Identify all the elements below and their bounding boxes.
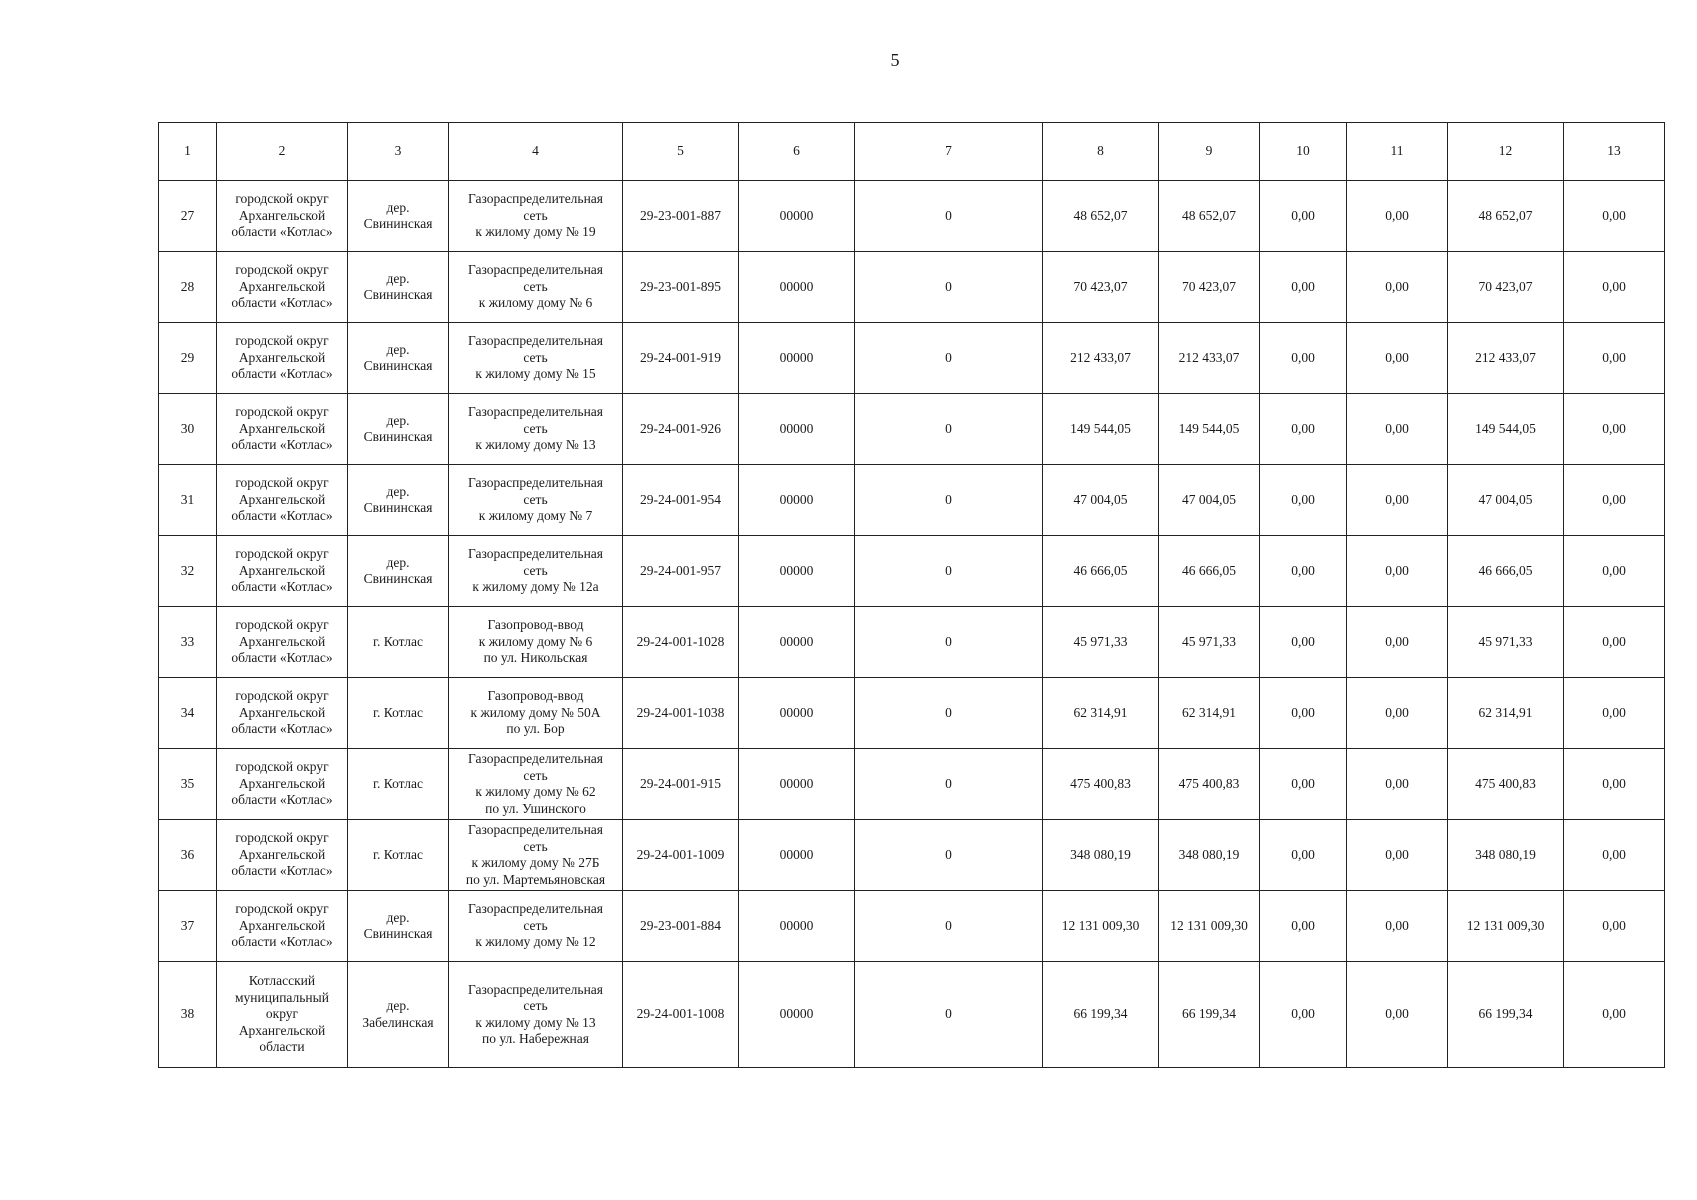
amount-cell: 348 080,19 bbox=[1159, 820, 1260, 891]
amount-cell: 0,00 bbox=[1260, 181, 1347, 252]
municipality-cell: городской округ Архангельской области «Котлас» bbox=[217, 607, 348, 678]
registry-number-cell: 29-23-001-887 bbox=[623, 181, 739, 252]
municipality-cell: городской округ Архангельской области «Котлас» bbox=[217, 749, 348, 820]
settlement-cell: дер. Свининская bbox=[348, 323, 449, 394]
value-cell: 0 bbox=[855, 323, 1043, 394]
amount-cell: 0,00 bbox=[1260, 891, 1347, 962]
object-name-cell: Газораспределительная сеть к жилому дому № 13 по ул. Набережная bbox=[449, 962, 623, 1068]
code-cell: 00000 bbox=[739, 962, 855, 1068]
column-header: 6 bbox=[739, 123, 855, 181]
amount-cell: 0,00 bbox=[1347, 749, 1448, 820]
amount-cell: 62 314,91 bbox=[1448, 678, 1564, 749]
object-name-cell: Газораспределительная сеть к жилому дому № 19 bbox=[449, 181, 623, 252]
amount-cell: 0,00 bbox=[1564, 181, 1665, 252]
municipality-cell: городской округ Архангельской области «Котлас» bbox=[217, 323, 348, 394]
column-header: 4 bbox=[449, 123, 623, 181]
table-row bbox=[159, 536, 1665, 607]
column-header: 1 bbox=[159, 123, 217, 181]
amount-cell: 48 652,07 bbox=[1043, 181, 1159, 252]
amount-cell: 45 971,33 bbox=[1159, 607, 1260, 678]
amount-cell: 475 400,83 bbox=[1448, 749, 1564, 820]
code-cell: 00000 bbox=[739, 891, 855, 962]
object-name-cell: Газораспределительная сеть к жилому дому № 13 bbox=[449, 394, 623, 465]
table-body bbox=[159, 181, 1665, 1068]
amount-cell: 48 652,07 bbox=[1448, 181, 1564, 252]
amount-cell: 0,00 bbox=[1347, 678, 1448, 749]
amount-cell: 475 400,83 bbox=[1159, 749, 1260, 820]
value-cell: 0 bbox=[855, 536, 1043, 607]
amount-cell: 149 544,05 bbox=[1159, 394, 1260, 465]
amount-cell: 0,00 bbox=[1347, 394, 1448, 465]
amount-cell: 212 433,07 bbox=[1159, 323, 1260, 394]
value-cell: 0 bbox=[855, 820, 1043, 891]
code-cell: 00000 bbox=[739, 323, 855, 394]
table-row bbox=[159, 678, 1665, 749]
value-cell: 0 bbox=[855, 678, 1043, 749]
settlement-cell: г. Котлас bbox=[348, 607, 449, 678]
settlement-cell: дер. Свининская bbox=[348, 394, 449, 465]
amount-cell: 12 131 009,30 bbox=[1448, 891, 1564, 962]
row-number-cell: 30 bbox=[159, 394, 217, 465]
code-cell: 00000 bbox=[739, 181, 855, 252]
table-row bbox=[159, 465, 1665, 536]
amount-cell: 0,00 bbox=[1260, 323, 1347, 394]
registry-number-cell: 29-24-001-954 bbox=[623, 465, 739, 536]
row-number-cell: 36 bbox=[159, 820, 217, 891]
settlement-cell: дер. Свининская bbox=[348, 252, 449, 323]
municipality-cell: городской округ Архангельской области «Котлас» bbox=[217, 465, 348, 536]
value-cell: 0 bbox=[855, 394, 1043, 465]
settlement-cell: г. Котлас bbox=[348, 678, 449, 749]
settlement-cell: дер. Свининская bbox=[348, 181, 449, 252]
amount-cell: 0,00 bbox=[1347, 323, 1448, 394]
amount-cell: 45 971,33 bbox=[1043, 607, 1159, 678]
settlement-cell: дер. Свининская bbox=[348, 891, 449, 962]
code-cell: 00000 bbox=[739, 394, 855, 465]
registry-number-cell: 29-24-001-1008 bbox=[623, 962, 739, 1068]
registry-table bbox=[158, 122, 1665, 1068]
registry-number-cell: 29-24-001-919 bbox=[623, 323, 739, 394]
column-header: 8 bbox=[1043, 123, 1159, 181]
amount-cell: 475 400,83 bbox=[1043, 749, 1159, 820]
table-row bbox=[159, 607, 1665, 678]
registry-number-cell: 29-24-001-915 bbox=[623, 749, 739, 820]
amount-cell: 0,00 bbox=[1260, 465, 1347, 536]
value-cell: 0 bbox=[855, 749, 1043, 820]
table-row bbox=[159, 962, 1665, 1068]
amount-cell: 0,00 bbox=[1347, 181, 1448, 252]
amount-cell: 66 199,34 bbox=[1448, 962, 1564, 1068]
municipality-cell: городской округ Архангельской области «Котлас» bbox=[217, 820, 348, 891]
amount-cell: 0,00 bbox=[1260, 820, 1347, 891]
row-number-cell: 34 bbox=[159, 678, 217, 749]
registry-number-cell: 29-23-001-895 bbox=[623, 252, 739, 323]
amount-cell: 0,00 bbox=[1260, 962, 1347, 1068]
amount-cell: 0,00 bbox=[1347, 465, 1448, 536]
code-cell: 00000 bbox=[739, 820, 855, 891]
amount-cell: 70 423,07 bbox=[1043, 252, 1159, 323]
municipality-cell: городской округ Архангельской области «Котлас» bbox=[217, 678, 348, 749]
amount-cell: 0,00 bbox=[1564, 678, 1665, 749]
amount-cell: 47 004,05 bbox=[1043, 465, 1159, 536]
code-cell: 00000 bbox=[739, 252, 855, 323]
amount-cell: 0,00 bbox=[1564, 820, 1665, 891]
column-header: 13 bbox=[1564, 123, 1665, 181]
registry-number-cell: 29-24-001-926 bbox=[623, 394, 739, 465]
object-name-cell: Газораспределительная сеть к жилому дому № 7 bbox=[449, 465, 623, 536]
column-header: 9 bbox=[1159, 123, 1260, 181]
amount-cell: 0,00 bbox=[1347, 536, 1448, 607]
registry-number-cell: 29-23-001-884 bbox=[623, 891, 739, 962]
amount-cell: 348 080,19 bbox=[1448, 820, 1564, 891]
row-number-cell: 35 bbox=[159, 749, 217, 820]
column-header: 12 bbox=[1448, 123, 1564, 181]
amount-cell: 66 199,34 bbox=[1043, 962, 1159, 1068]
object-name-cell: Газораспределительная сеть к жилому дому № 12 bbox=[449, 891, 623, 962]
settlement-cell: г. Котлас bbox=[348, 820, 449, 891]
page-number: 5 bbox=[890, 50, 900, 70]
amount-cell: 46 666,05 bbox=[1043, 536, 1159, 607]
amount-cell: 45 971,33 bbox=[1448, 607, 1564, 678]
object-name-cell: Газопровод-ввод к жилому дому № 6 по ул. Никольская bbox=[449, 607, 623, 678]
amount-cell: 149 544,05 bbox=[1448, 394, 1564, 465]
object-name-cell: Газораспределительная сеть к жилому дому № 15 bbox=[449, 323, 623, 394]
table-header bbox=[159, 123, 1665, 181]
amount-cell: 46 666,05 bbox=[1448, 536, 1564, 607]
amount-cell: 70 423,07 bbox=[1159, 252, 1260, 323]
object-name-cell: Газопровод-ввод к жилому дому № 50А по ул. Бор bbox=[449, 678, 623, 749]
code-cell: 00000 bbox=[739, 607, 855, 678]
value-cell: 0 bbox=[855, 181, 1043, 252]
amount-cell: 0,00 bbox=[1260, 394, 1347, 465]
amount-cell: 212 433,07 bbox=[1043, 323, 1159, 394]
amount-cell: 62 314,91 bbox=[1043, 678, 1159, 749]
column-header: 5 bbox=[623, 123, 739, 181]
value-cell: 0 bbox=[855, 891, 1043, 962]
amount-cell: 66 199,34 bbox=[1159, 962, 1260, 1068]
value-cell: 0 bbox=[855, 962, 1043, 1068]
amount-cell: 0,00 bbox=[1260, 749, 1347, 820]
amount-cell: 212 433,07 bbox=[1448, 323, 1564, 394]
amount-cell: 149 544,05 bbox=[1043, 394, 1159, 465]
amount-cell: 0,00 bbox=[1347, 252, 1448, 323]
table-row bbox=[159, 820, 1665, 891]
amount-cell: 46 666,05 bbox=[1159, 536, 1260, 607]
table-row bbox=[159, 394, 1665, 465]
amount-cell: 62 314,91 bbox=[1159, 678, 1260, 749]
settlement-cell: дер. Свининская bbox=[348, 536, 449, 607]
amount-cell: 48 652,07 bbox=[1159, 181, 1260, 252]
row-number-cell: 29 bbox=[159, 323, 217, 394]
amount-cell: 0,00 bbox=[1564, 323, 1665, 394]
column-header: 7 bbox=[855, 123, 1043, 181]
amount-cell: 0,00 bbox=[1564, 607, 1665, 678]
row-number-cell: 33 bbox=[159, 607, 217, 678]
object-name-cell: Газораспределительная сеть к жилому дому № 12а bbox=[449, 536, 623, 607]
object-name-cell: Газораспределительная сеть к жилому дому № 62 по ул. Ушинского bbox=[449, 749, 623, 820]
settlement-cell: г. Котлас bbox=[348, 749, 449, 820]
object-name-cell: Газораспределительная сеть к жилому дому № 6 bbox=[449, 252, 623, 323]
code-cell: 00000 bbox=[739, 678, 855, 749]
column-header: 10 bbox=[1260, 123, 1347, 181]
table-row bbox=[159, 323, 1665, 394]
amount-cell: 0,00 bbox=[1564, 891, 1665, 962]
municipality-cell: городской округ Архангельской области «Котлас» bbox=[217, 536, 348, 607]
amount-cell: 0,00 bbox=[1564, 465, 1665, 536]
amount-cell: 47 004,05 bbox=[1448, 465, 1564, 536]
registry-number-cell: 29-24-001-1009 bbox=[623, 820, 739, 891]
amount-cell: 348 080,19 bbox=[1043, 820, 1159, 891]
amount-cell: 12 131 009,30 bbox=[1159, 891, 1260, 962]
amount-cell: 0,00 bbox=[1347, 820, 1448, 891]
header-row bbox=[159, 123, 1665, 181]
amount-cell: 0,00 bbox=[1564, 962, 1665, 1068]
code-cell: 00000 bbox=[739, 465, 855, 536]
settlement-cell: дер. Забелинская bbox=[348, 962, 449, 1068]
column-header: 2 bbox=[217, 123, 348, 181]
column-header: 3 bbox=[348, 123, 449, 181]
row-number-cell: 31 bbox=[159, 465, 217, 536]
row-number-cell: 38 bbox=[159, 962, 217, 1068]
amount-cell: 0,00 bbox=[1347, 962, 1448, 1068]
table-row bbox=[159, 252, 1665, 323]
amount-cell: 0,00 bbox=[1564, 749, 1665, 820]
amount-cell: 70 423,07 bbox=[1448, 252, 1564, 323]
amount-cell: 0,00 bbox=[1564, 394, 1665, 465]
amount-cell: 12 131 009,30 bbox=[1043, 891, 1159, 962]
table-row bbox=[159, 749, 1665, 820]
amount-cell: 47 004,05 bbox=[1159, 465, 1260, 536]
table-row bbox=[159, 891, 1665, 962]
settlement-cell: дер. Свининская bbox=[348, 465, 449, 536]
amount-cell: 0,00 bbox=[1260, 678, 1347, 749]
code-cell: 00000 bbox=[739, 536, 855, 607]
municipality-cell: Котласский муниципальный округ Архангельской области bbox=[217, 962, 348, 1068]
row-number-cell: 28 bbox=[159, 252, 217, 323]
municipality-cell: городской округ Архангельской области «Котлас» bbox=[217, 394, 348, 465]
object-name-cell: Газораспределительная сеть к жилому дому № 27Б по ул. Мартемьяновская bbox=[449, 820, 623, 891]
registry-number-cell: 29-24-001-1028 bbox=[623, 607, 739, 678]
municipality-cell: городской округ Архангельской области «Котлас» bbox=[217, 252, 348, 323]
code-cell: 00000 bbox=[739, 749, 855, 820]
table-row bbox=[159, 181, 1665, 252]
value-cell: 0 bbox=[855, 465, 1043, 536]
registry-number-cell: 29-24-001-1038 bbox=[623, 678, 739, 749]
amount-cell: 0,00 bbox=[1564, 536, 1665, 607]
amount-cell: 0,00 bbox=[1260, 607, 1347, 678]
amount-cell: 0,00 bbox=[1347, 891, 1448, 962]
municipality-cell: городской округ Архангельской области «Котлас» bbox=[217, 181, 348, 252]
amount-cell: 0,00 bbox=[1564, 252, 1665, 323]
registry-number-cell: 29-24-001-957 bbox=[623, 536, 739, 607]
amount-cell: 0,00 bbox=[1260, 536, 1347, 607]
value-cell: 0 bbox=[855, 607, 1043, 678]
row-number-cell: 32 bbox=[159, 536, 217, 607]
municipality-cell: городской округ Архангельской области «Котлас» bbox=[217, 891, 348, 962]
column-header: 11 bbox=[1347, 123, 1448, 181]
amount-cell: 0,00 bbox=[1260, 252, 1347, 323]
value-cell: 0 bbox=[855, 252, 1043, 323]
row-number-cell: 37 bbox=[159, 891, 217, 962]
amount-cell: 0,00 bbox=[1347, 607, 1448, 678]
row-number-cell: 27 bbox=[159, 181, 217, 252]
